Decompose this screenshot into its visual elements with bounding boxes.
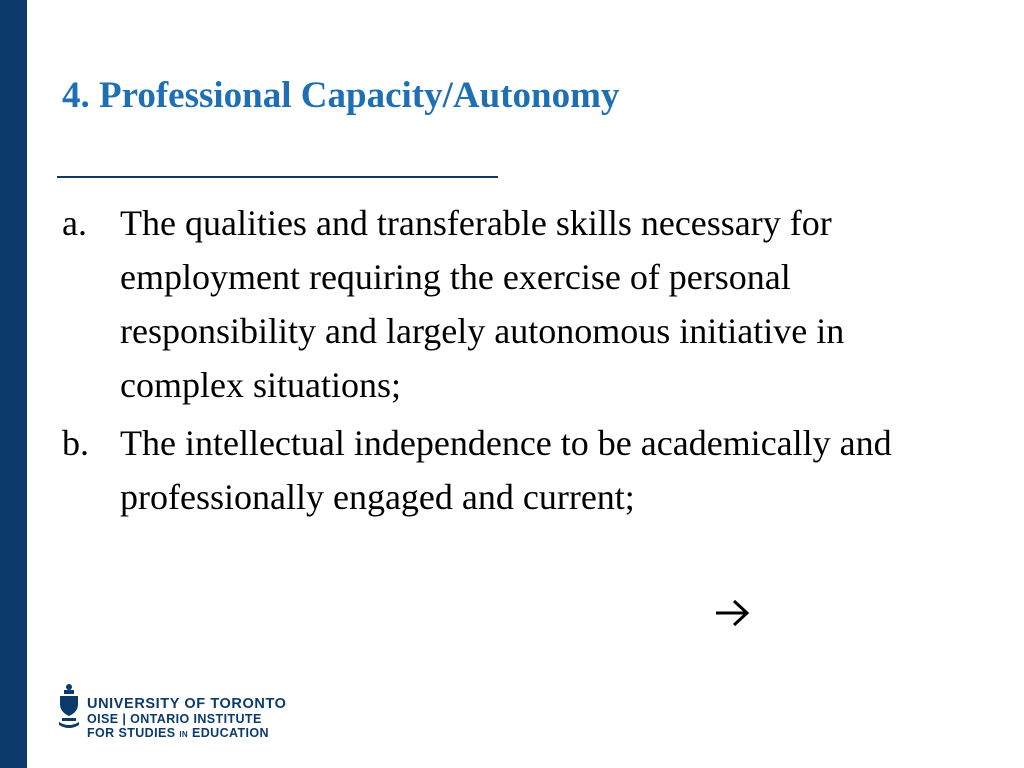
right-arrow-icon	[713, 597, 751, 629]
list-marker: a.	[62, 203, 87, 243]
bullet-list	[62, 196, 972, 524]
list-item	[62, 416, 972, 524]
logo-university-name: UNIVERSITY OF TORONTO	[87, 696, 287, 712]
list-item-text: The qualities and transferable skills necessary for employment requiring the exercise of personal responsibility and largely autonomous initiative in complex situations;	[120, 203, 845, 405]
slide-title: 4. Professional Capacity/Autonomy	[62, 75, 620, 116]
logo-institute-name: OISE | ONTARIO INSTITUTE	[87, 712, 262, 726]
title-underline	[57, 176, 498, 178]
logo-institute-line	[87, 726, 287, 742]
logo-line3-suffix: EDUCATION	[188, 726, 269, 740]
logo-line3-small: IN	[179, 730, 189, 739]
logo-line3-prefix: FOR STUDIES	[87, 726, 180, 740]
list-marker: b.	[62, 423, 89, 463]
list-item-text: The intellectual independence to be academically and professionally engaged and current;	[120, 423, 892, 517]
logo-wordmark	[87, 696, 287, 742]
crest-icon	[57, 682, 81, 742]
left-accent-bar	[0, 0, 27, 768]
list-item	[62, 196, 972, 412]
